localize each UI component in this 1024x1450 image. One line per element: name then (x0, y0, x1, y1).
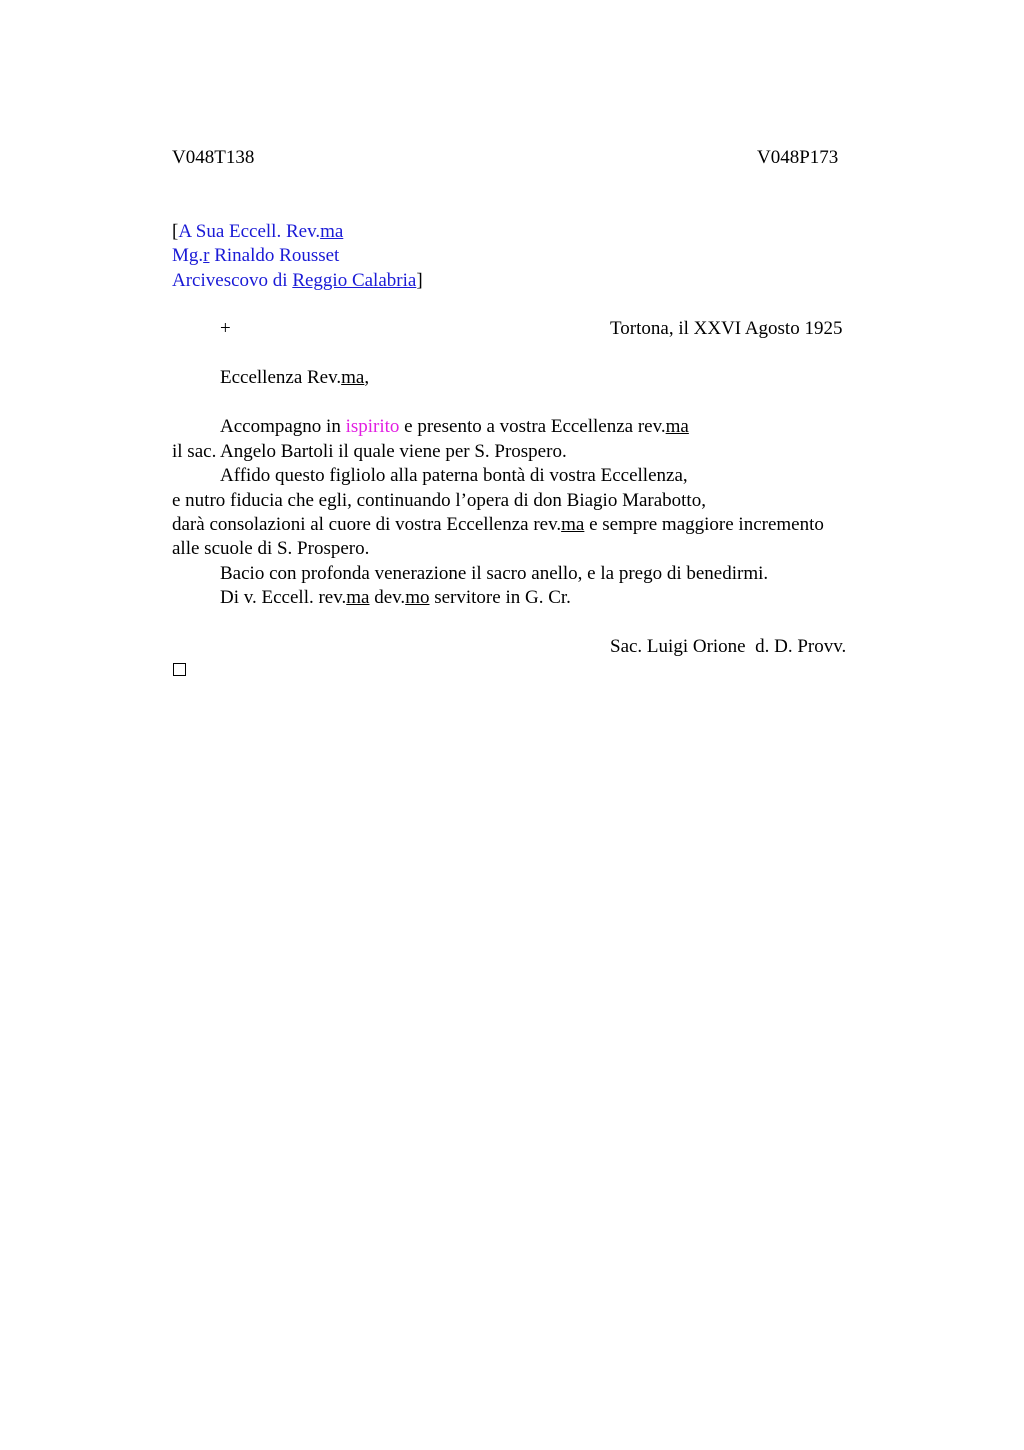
place-link-reggio-calabria[interactable]: Reggio Calabria (292, 270, 417, 291)
abbreviation-ma: ma (665, 416, 689, 437)
salutation-text: Eccellenza Rev. (220, 367, 342, 388)
open-bracket: [ (172, 221, 179, 242)
body-paragraph-2-line-4: alle scuole di S. Prospero. (172, 538, 370, 559)
body-paragraph-3: Bacio con profonda venerazione il sacro anello, e la prego di benedirmi. (220, 563, 769, 584)
address-prefix: Mg. (172, 245, 204, 266)
abbreviation-ma: ma (341, 367, 365, 388)
close-bracket: ] (416, 270, 423, 291)
address-line-1 (172, 220, 343, 244)
address-line-3 (172, 269, 423, 293)
document-code-right: V048P173 (757, 147, 839, 168)
body-paragraph-1-line-1 (220, 415, 689, 439)
body-text: darà consolazioni al cuore di vostra Eccellenza rev. (172, 514, 562, 535)
address-line-2 (172, 244, 339, 268)
address-office: Arcivescovo di (172, 270, 293, 291)
abbreviation-ma: ma (320, 221, 344, 242)
body-paragraph-2-line-1: Affido questo figliolo alla paterna bontà di vostra Eccellenza, (220, 465, 688, 486)
signature: Sac. Luigi Orione d. D. Provv. (610, 636, 847, 657)
end-marker-box-icon (173, 663, 186, 676)
body-paragraph-1-line-2: il sac. Angelo Bartoli il quale viene per S. Prospero. (172, 441, 567, 462)
salutation (220, 366, 369, 390)
body-text: servitore in G. Cr. (429, 587, 571, 608)
body-text: e sempre maggiore incremento (584, 514, 824, 535)
body-paragraph-2-line-2: e nutro fiducia che egli, continuando l’opera di don Biagio Marabotto, (172, 490, 706, 511)
abbreviation-ma: ma (346, 587, 370, 608)
letter-date: Tortona, il XXVI Agosto 1925 (610, 318, 843, 339)
body-text: Accompagno in (220, 416, 346, 437)
body-text: Di v. Eccell. rev. (220, 587, 347, 608)
recipient-name: Rinaldo Rousset (209, 245, 340, 266)
salutation-comma: , (364, 367, 370, 388)
abbreviation-r: r (203, 245, 210, 266)
document-code-left: V048T138 (172, 147, 255, 168)
highlighted-word: ispirito (345, 416, 400, 437)
abbreviation-mo: mo (405, 587, 430, 608)
body-text: e presento a vostra Eccellenza rev. (399, 416, 666, 437)
cross-symbol: + (220, 318, 231, 339)
body-text: dev. (369, 587, 406, 608)
abbreviation-ma: ma (561, 514, 585, 535)
address-recipient-title: A Sua Eccell. Rev. (178, 221, 321, 242)
body-paragraph-2-line-3 (172, 513, 824, 537)
closing-line (220, 586, 571, 610)
